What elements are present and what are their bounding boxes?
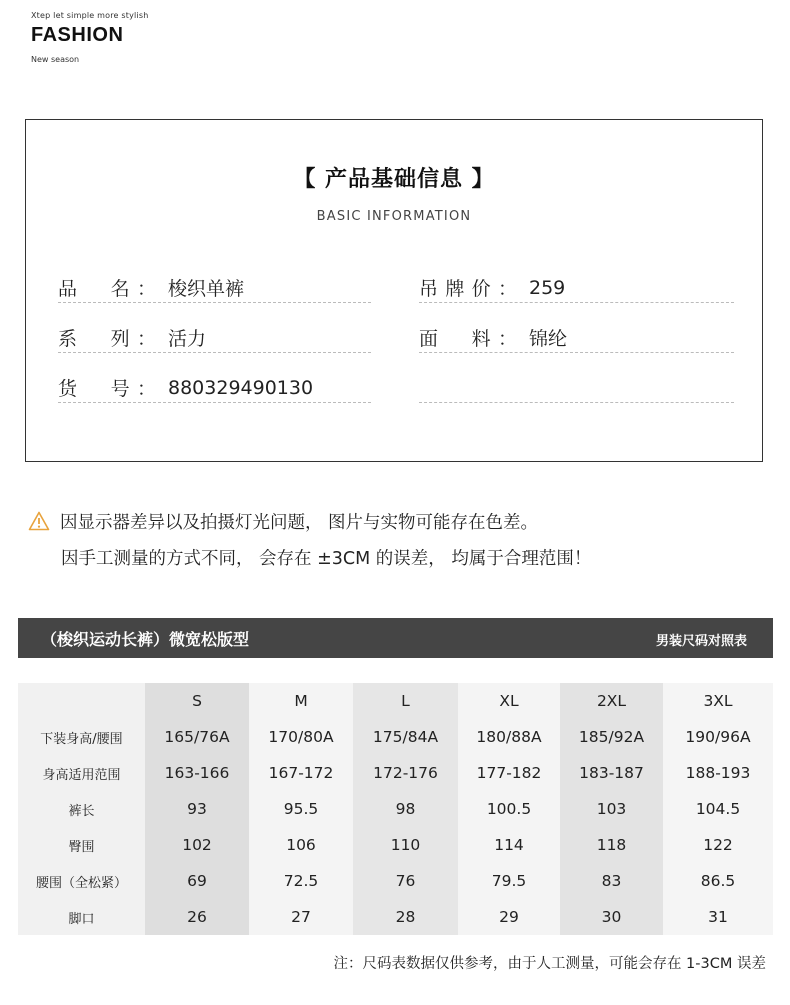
table-cell: 167-172: [249, 755, 353, 791]
table-cell: 69: [145, 863, 249, 899]
table-cell: 165/76A: [145, 719, 249, 755]
info-subtitle: BASIC INFORMATION: [316, 209, 472, 224]
field-value: 880329490130: [168, 376, 314, 399]
table-cell: 172-176: [353, 755, 458, 791]
table-cell: 86.5: [663, 863, 773, 899]
table-header-cell: L: [353, 683, 458, 719]
field-label: 品 名：: [58, 278, 156, 300]
field-series: [58, 323, 371, 353]
brand-block: [31, 11, 149, 64]
table-row: [18, 719, 773, 755]
row-label: 下装身高/腰围: [18, 719, 145, 755]
table-cell: 114: [458, 827, 560, 863]
field-label: 货 号：: [58, 378, 156, 400]
table-row: [18, 827, 773, 863]
table-cell: 118: [560, 827, 663, 863]
field-empty: [419, 373, 734, 403]
table-cell: 29: [458, 899, 560, 935]
table-cell: 28: [353, 899, 458, 935]
table-cell: 185/92A: [560, 719, 663, 755]
table-cell: 103: [560, 791, 663, 827]
row-label: 腰围（全松紧）: [18, 863, 145, 899]
brand-subtitle: New season: [31, 55, 80, 64]
table-cell: 183-187: [560, 755, 663, 791]
field-price: [419, 273, 734, 303]
table-cell: 76: [353, 863, 458, 899]
table-cell: 106: [249, 827, 353, 863]
field-product-name: [58, 273, 371, 303]
table-cell: 98: [353, 791, 458, 827]
table-cell: 104.5: [663, 791, 773, 827]
size-chart-title: （梭织运动长裤）微宽松版型: [41, 630, 250, 649]
table-cell: 163-166: [145, 755, 249, 791]
table-cell: 79.5: [458, 863, 560, 899]
table-cell: 93: [145, 791, 249, 827]
field-value: 梭织单裤: [168, 278, 245, 300]
table-cell: 83: [560, 863, 663, 899]
table-cell: 102: [145, 827, 249, 863]
table-header-cell: 2XL: [560, 683, 663, 719]
notice-text-2: 因手工测量的方式不同， 会存在 ±3CM 的误差， 均属于合理范围！: [61, 549, 592, 569]
field-value: 活力: [168, 328, 207, 350]
table-cell: 175/84A: [353, 719, 458, 755]
table-header-cell: S: [145, 683, 249, 719]
brand-title: FASHION: [31, 24, 124, 46]
table-header-cell: 3XL: [663, 683, 773, 719]
field-value: 锦纶: [529, 328, 568, 350]
table-cell: 170/80A: [249, 719, 353, 755]
size-chart-header-bar: [18, 618, 773, 658]
field-label: 面 料：: [419, 328, 517, 350]
footnote: 注：尺码表数据仅供参考，由于人工测量，可能会存在 1-3CM 误差: [333, 956, 766, 972]
table-cell: 30: [560, 899, 663, 935]
table-cell: 190/96A: [663, 719, 773, 755]
row-label: 臀围: [18, 827, 145, 863]
table-row: [18, 899, 773, 935]
table-cell: 110: [353, 827, 458, 863]
table-header-row: [18, 683, 773, 719]
size-table: [18, 683, 773, 935]
table-cell: 95.5: [249, 791, 353, 827]
brand-tagline: Xtep let simple more stylish: [31, 11, 149, 20]
field-label: 吊牌价：: [419, 278, 517, 300]
field-fabric: [419, 323, 734, 353]
table-cell: 72.5: [249, 863, 353, 899]
info-title: 【 产品基础信息 】: [293, 167, 495, 192]
product-info-box: [25, 119, 763, 462]
table-cell: 27: [249, 899, 353, 935]
row-label: 裤长: [18, 791, 145, 827]
table-cell: 100.5: [458, 791, 560, 827]
table-cell: 180/88A: [458, 719, 560, 755]
field-value: 259: [529, 276, 566, 299]
notice-line-2: [61, 545, 591, 570]
table-header-cell: M: [249, 683, 353, 719]
table-header-cell: [18, 683, 145, 719]
table-header-cell: XL: [458, 683, 560, 719]
table-cell: 188-193: [663, 755, 773, 791]
table-cell: 122: [663, 827, 773, 863]
warning-icon: [28, 511, 50, 531]
notice-text-1: 因显示器差异以及拍摄灯光问题， 图片与实物可能存在色差。: [60, 513, 539, 533]
table-row: [18, 863, 773, 899]
table-cell: 31: [663, 899, 773, 935]
table-row: [18, 791, 773, 827]
table-cell: 26: [145, 899, 249, 935]
field-sku: [58, 373, 371, 403]
table-cell: 177-182: [458, 755, 560, 791]
table-row: [18, 755, 773, 791]
size-chart-label: 男装尺码对照表: [655, 634, 747, 649]
row-label: 脚口: [18, 899, 145, 935]
row-label: 身高适用范围: [18, 755, 145, 791]
notice-line-1: [28, 509, 538, 534]
field-label: 系 列：: [58, 328, 156, 350]
